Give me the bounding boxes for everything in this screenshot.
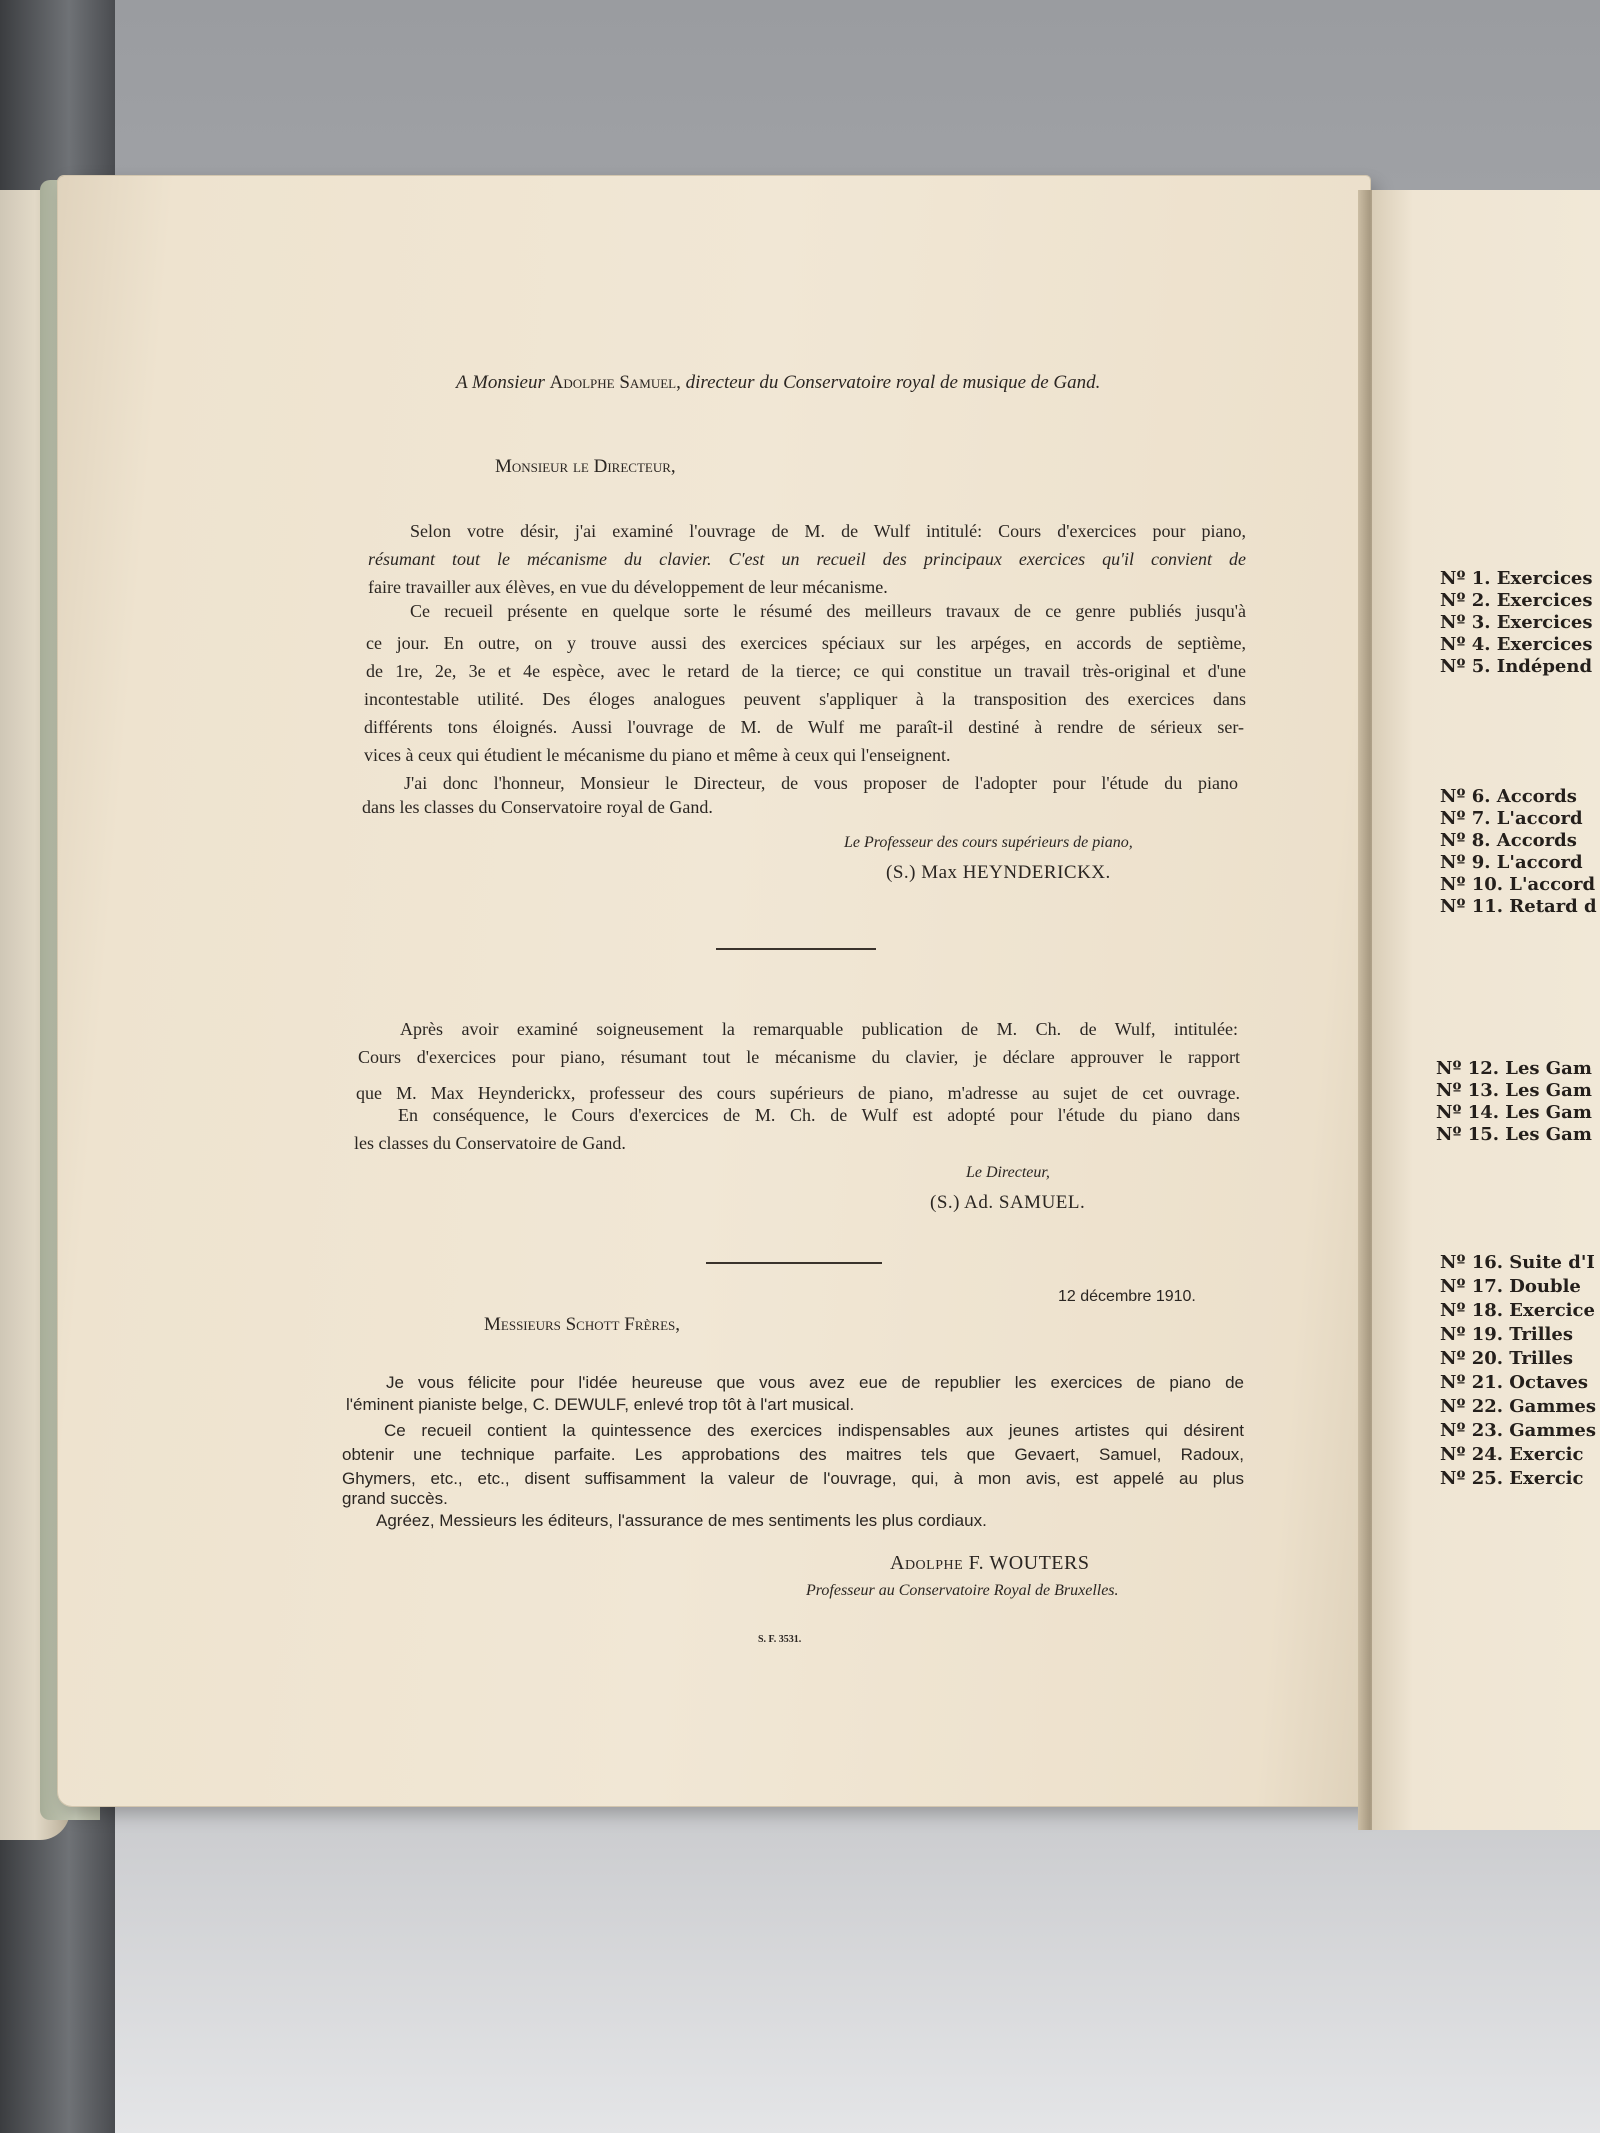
separator-rule (716, 948, 876, 950)
letter2-line: Cours d'exercices pour piano, résumant tout le mécanisme du clavier, je déclare approuver le rapport (358, 1047, 1240, 1067)
letter3-line: l'éminent pianiste belge, C. DEWULF, enlevé trop tôt à l'art musical. (346, 1395, 855, 1414)
letter3-line: Je vous félicite pour l'idée heureuse que vous avez eue de republier les exercices de piano de (386, 1373, 1244, 1392)
list-item: Nº 17. Double (1440, 1276, 1581, 1297)
letter3-signature: Adolphe F. WOUTERS (890, 1552, 1090, 1574)
list-item: Nº 5. Indépend (1440, 656, 1593, 677)
list-item: Nº 21. Octaves (1440, 1372, 1588, 1393)
list-item: Nº 15. Les Gam (1436, 1124, 1592, 1145)
letter3-line: grand succès. (342, 1489, 448, 1508)
desk-surface (0, 1790, 1600, 2133)
list-item: Nº 18. Exercice (1440, 1300, 1595, 1321)
list-item: Nº 10. L'accord (1440, 874, 1596, 895)
list-item: Nº 8. Accords (1440, 830, 1577, 851)
list-item: Nº 25. Exercic (1440, 1468, 1584, 1489)
list-item: Nº 9. L'accord (1440, 852, 1583, 873)
list-item: Nº 2. Exercices (1440, 590, 1593, 611)
letter1-line: Ce recueil présente en quelque sorte le résumé des meilleurs travaux de ce genre publiés jusqu'à (410, 601, 1246, 621)
letter1-line: ce jour. En outre, on y trouve aussi des exercices spéciaux sur les arpéges, en accords de septième, (366, 633, 1246, 653)
letter3-signature-title: Professeur au Conservatoire Royal de Bruxelles. (806, 1582, 1119, 1599)
letter1-line: résumant tout le mécanisme du clavier. C'est un recueil des principaux exercices qu'il convient de (368, 549, 1246, 569)
letter1-line: faire travailler aux élèves, en vue du développement de leur mécanisme. (368, 577, 888, 597)
letter3-date: 12 décembre 1910. (1058, 1288, 1196, 1305)
main-page (58, 176, 1370, 1806)
letter3-line: obtenir une technique parfaite. Les approbations des maitres tels que Gevaert, Samuel, Radoux, (342, 1445, 1244, 1464)
list-item: Nº 20. Trilles (1440, 1348, 1573, 1369)
list-item: Nº 19. Trilles (1440, 1324, 1573, 1345)
letter1-line: incontestable utilité. Des éloges analogues peuvent s'appliquer à la transposition des exercices dans (364, 689, 1246, 709)
letter1-line: de 1re, 2e, 3e et 4e espèce, avec le retard de la tierce; ce qui constitue un travail très-original et d'une (366, 661, 1246, 681)
list-item: Nº 24. Exercic (1440, 1444, 1584, 1465)
letter1-line: Selon votre désir, j'ai examiné l'ouvrage de M. de Wulf intitulé: Cours d'exercices pour piano, (410, 521, 1246, 541)
separator-rule (706, 1262, 882, 1264)
letter2-signature: (S.) Ad. SAMUEL. (930, 1192, 1086, 1213)
list-item: Nº 22. Gammes (1440, 1396, 1597, 1417)
right-page (1372, 190, 1600, 1830)
letter3-salutation: Messieurs Schott Frères, (484, 1314, 681, 1335)
letter1-signature: (S.) Max HEYNDERICKX. (886, 862, 1111, 883)
letter2-line: En conséquence, le Cours d'exercices de M. Ch. de Wulf est adopté pour l'étude du piano dans (398, 1105, 1240, 1125)
list-item: Nº 4. Exercices (1440, 634, 1593, 655)
letter1-salutation: Monsieur le Directeur, (495, 456, 676, 477)
list-item: Nº 16. Suite d'I (1440, 1252, 1595, 1273)
plate-number: S. F. 3531. (758, 1634, 802, 1645)
letter1-line: vices à ceux qui étudient le mécanisme du piano et même à ceux qui l'enseignent. (364, 745, 951, 765)
letter1-line: différents tons éloignés. Aussi l'ouvrage de M. de Wulf me paraît-il destiné à rendre de sérieux ser- (364, 717, 1244, 737)
letter1-line: J'ai donc l'honneur, Monsieur le Directeur, de vous proposer de l'adopter pour l'étude du piano (404, 773, 1238, 793)
letter2-signature-title: Le Directeur, (966, 1164, 1050, 1181)
list-item: Nº 1. Exercices (1440, 568, 1593, 589)
letter1-signature-title: Le Professeur des cours supérieurs de piano, (844, 834, 1133, 851)
dedication-header: A Monsieur Adolphe Samuel, directeur du Conservatoire royal de musique de Gand. (456, 372, 1101, 393)
list-item: Nº 13. Les Gam (1436, 1080, 1592, 1101)
list-item: Nº 23. Gammes (1440, 1420, 1597, 1441)
letter3-line: Ce recueil contient la quintessence des exercices indispensables aux jeunes artistes qui désirent (384, 1421, 1244, 1440)
letter2-line: Après avoir examiné soigneusement la remarquable publication de M. Ch. de Wulf, intitulée: (400, 1019, 1238, 1039)
list-item: Nº 11. Retard d (1440, 896, 1597, 917)
letter2-line: que M. Max Heynderickx, professeur des cours supérieurs de piano, m'adresse au sujet de cet ouvrage. (356, 1083, 1240, 1103)
letter1-line: dans les classes du Conservatoire royal de Gand. (362, 797, 713, 817)
list-item: Nº 6. Accords (1440, 786, 1577, 807)
list-item: Nº 7. L'accord (1440, 808, 1583, 829)
letter2-line: les classes du Conservatoire de Gand. (354, 1133, 626, 1153)
letter3-line: Agréez, Messieurs les éditeurs, l'assurance de mes sentiments les plus cordiaux. (376, 1511, 987, 1530)
list-item: Nº 14. Les Gam (1436, 1102, 1592, 1123)
list-item: Nº 12. Les Gam (1436, 1058, 1592, 1079)
list-item: Nº 3. Exercices (1440, 612, 1593, 633)
letter3-line: Ghymers, etc., etc., disent suffisamment la valeur de l'ouvrage, qui, à mon avis, est appelé au plus (342, 1469, 1244, 1488)
